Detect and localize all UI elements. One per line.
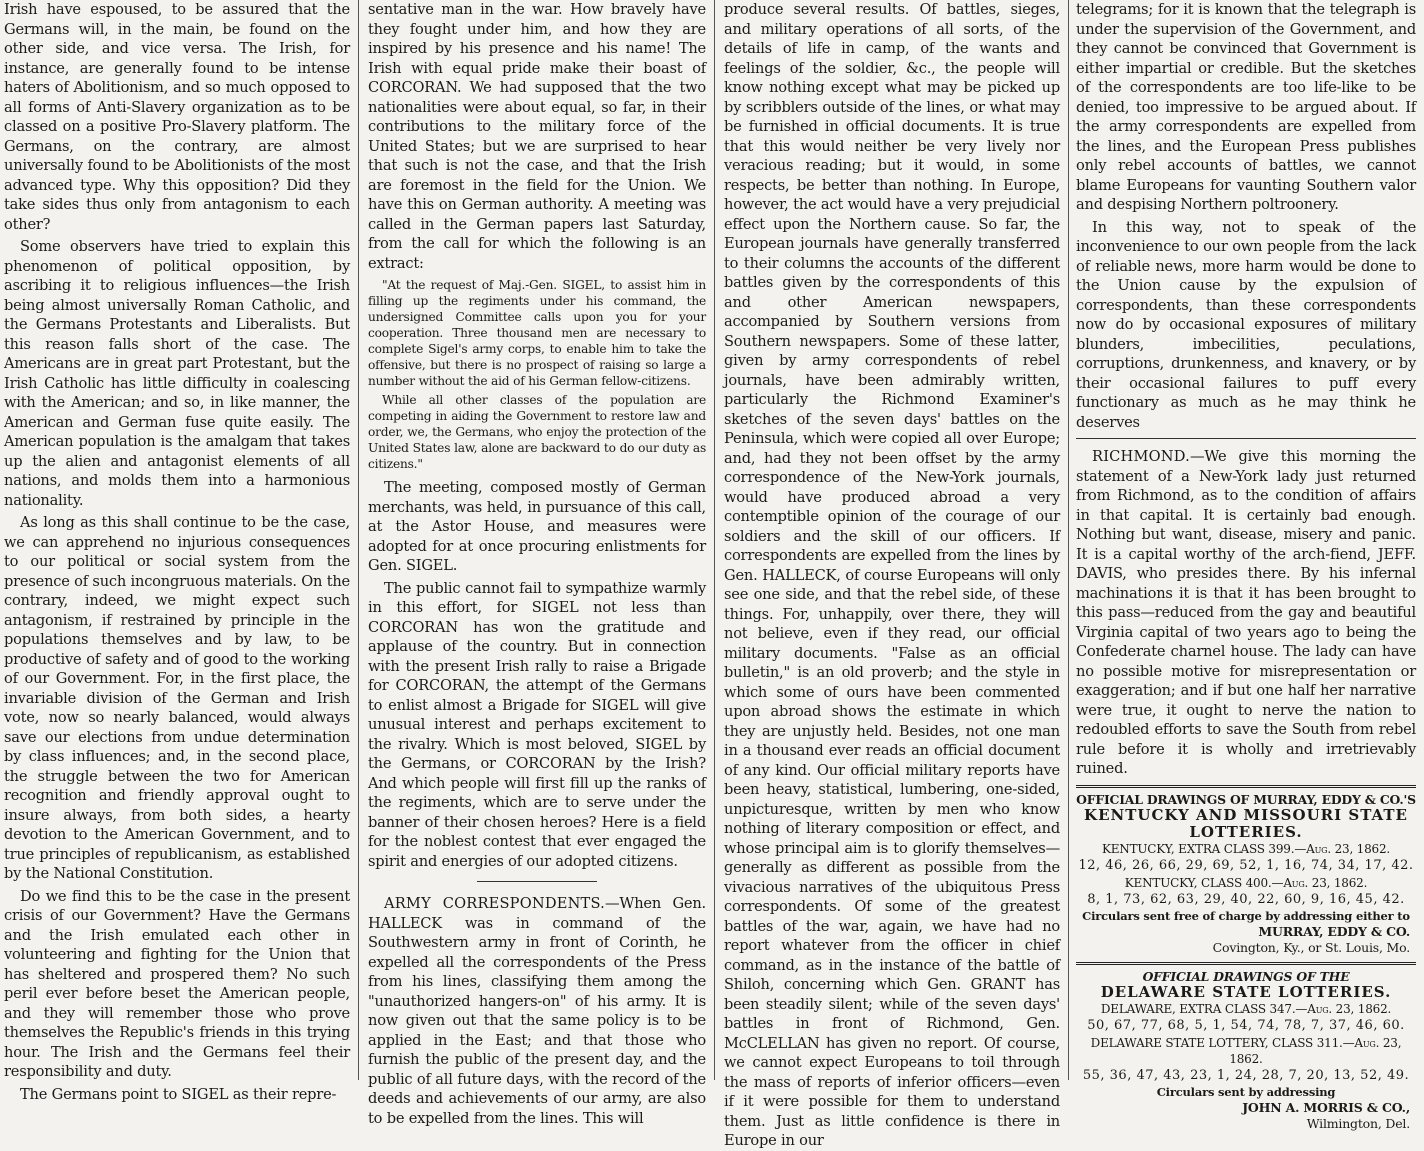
lottery2-title: OFFICIAL DRAWINGS OF THE xyxy=(1142,968,1350,984)
lottery2-address-place: Wilmington, Del. xyxy=(1306,1115,1410,1131)
advert-rule-1 xyxy=(1076,785,1416,788)
richmond-text: —We give this morning the statement of a New-York lady just returned from Richmond, as to the condition of affairs in that capital. It is certainly bad enough. Nothing but want, disease, misery and panic. It is a capital worthy of the arch-fiend, JEFF. DAVIS, who presides there. By his infernal machinations it is that it has been brought to this pass—reduced from the gay and beautiful Virginia capital of two years ago to being the Confederate charnel house. The lady can have no possible motive for misrepresentation or exaggeration; and if but one half her narrative were true, it ought to nerve the nation to redoubled efforts to save the South from rebel rule before it is wholly and irretrievably ruined. xyxy=(1076,448,1416,777)
lottery1-address-name: MURRAY, EDDY & CO. xyxy=(1258,923,1410,939)
article-separator-2 xyxy=(1076,438,1416,439)
lottery1-class-1: KENTUCKY, EXTRA CLASS 399.—Aug. 23, 1862. xyxy=(1101,841,1391,856)
col2-paragraph-1: sentative man in the war. How bravely have they fought under him, and how they are inspired by his presence and his name! The Irish with equal pride make their boast of CORCORAN. We had supposed that the two nationalities were about equal, so far, in their contributions to the military force of the United States; but we are surprised to hear that such is not the case, and that the Irish are foremost in the field for the Union. We have this on German authority. A meeting was called in the German papers last Saturday, from the call for which the following is an extract: xyxy=(368,1,706,272)
lottery2-title-2: DELAWARE STATE LOTTERIES. xyxy=(1100,982,1392,1001)
col1-paragraph-1: Irish have espoused, to be assured that the Germans will, in the main, be found on the other side, and vice versa. The Irish, for instance, are generally found to be intense haters of Abolitionism, and so much opposed to all forms of Anti-Slavery organization as to be classed on a positive Pro-Slavery platform. The Germans, on the contrary, are almost universally found to be Abolitionists of the most advanced type. Why this opposition? Did they take sides thus only from antagonism to each other? xyxy=(4,1,350,233)
lottery2-class-2: DELAWARE STATE LOTTERY, CLASS 311.—Aug. 23, 1862. xyxy=(1090,1035,1402,1066)
quote-paragraph-2: While all other classes of the population are competing in aiding the Government to restore law and order, we, the Germans, who enjoy the protection of the United States law, alone are backward to do our duty as citizens." xyxy=(368,393,706,471)
richmond-article xyxy=(1076,447,1416,779)
advert-rule-2 xyxy=(1076,962,1416,965)
lottery1-address-place: Covington, Ky., or St. Louis, Mo. xyxy=(1212,939,1410,955)
sigel-call-extract xyxy=(368,277,706,472)
murray-eddy-lottery-ad xyxy=(1076,792,1416,956)
column-rule-3 xyxy=(1068,0,1069,1080)
lottery1-numbers-2: 8, 1, 73, 62, 63, 29, 40, 22, 60, 9, 16, 45, 42. xyxy=(1087,891,1405,907)
col4-paragraph-2: In this way, not to speak of the inconvenience to our own people from the lack of reliable news, more harm would be done to the Union cause by the expulsion of correspondents, than these correspondents now do by occasional exposures of military blunders, imbecilities, peculations, corruptions, drunkenness, and knavery, or by their occasional failures to puff every functionary as much as he may think he deserves xyxy=(1076,218,1416,431)
col1-paragraph-3: As long as this shall continue to be the case, we can apprehend no injurious consequences to our political or social system from the presence of such incongruous materials. On the contrary, indeed, we might expect such antagonism, if restrained by principle in the populations themselves and by law, to be productive of safety and of good to the working of our Government. For, in the first place, the invariable division of the German and Irish vote, now so nearly balanced, would always save our elections from undue determination by class influences; and, in the second place, the struggle between the two for American recognition and friendly approval ought to insure always, from both sides, a hearty devotion to the American Government, and to true principles of republicanism, as established by the National Constitution. xyxy=(4,514,350,882)
lottery1-class-2: KENTUCKY, CLASS 400.—Aug. 23, 1862. xyxy=(1124,875,1368,890)
article-separator xyxy=(477,881,597,882)
lottery1-numbers-1: 12, 46, 26, 66, 29, 69, 52, 1, 16, 74, 34, 17, 42. xyxy=(1078,857,1414,873)
column-rule-2 xyxy=(714,0,715,1080)
army-correspondents-article xyxy=(368,894,706,1128)
column-3 xyxy=(724,0,1060,1149)
column-2 xyxy=(368,0,706,1127)
army-correspondents-text: —When Gen. HALLECK was in command of the Southwestern army in front of Corinth, he expelled all the correspondents of the Press from his lines, classifying them among the "unauthorized hangers-on" of his army. It is now given out that the same policy is to be applied in the East; and that those who furnish the public of the present day, and the public of all future days, with the record of the deeds and achievements of our army, are also to be expelled from the lines. This will xyxy=(368,895,706,1127)
col1-paragraph-4: Do we find this to be the case in the present crisis of our Government? Have the Germans and the Irish emulated each other in volunteering and fighting for the Union that has sheltered and prospered them? No such peril ever before beset the American people, and they will remember those who prove themselves the Republic's friends in this trying hour. The Irish and the Germans feel their responsibility and duty. xyxy=(4,887,350,1080)
col4-paragraph-1: telegrams; for it is known that the telegraph is under the supervision of the Government, and they cannot be convinced that Government is either impartial or credible. But the sketches of the correspondents are too life-like to be denied, too impressive to be argued about. If the army correspondents are expelled from the lines, and the European Press publishes only rebel accounts of battles, we cannot blame Europeans for vaunting Southern valor and despising Northern poltroonery. xyxy=(1076,1,1416,213)
delaware-lottery-ad xyxy=(1076,969,1416,1132)
column-rule-1 xyxy=(358,0,359,1080)
lottery1-circulars: Circulars sent free of charge by addressing either to xyxy=(1082,908,1410,923)
lottery2-address-name: JOHN A. MORRIS & CO., xyxy=(1242,1099,1410,1115)
army-correspondents-heading: ARMY CORRESPONDENTS. xyxy=(384,895,606,912)
lottery1-title: OFFICIAL DRAWINGS OF MURRAY, EDDY & CO.'S xyxy=(1076,791,1416,807)
col1-paragraph-5: The Germans point to SIGEL as their repre- xyxy=(20,1085,337,1103)
column-4 xyxy=(1076,0,1416,1131)
richmond-heading: RICHMOND. xyxy=(1092,448,1190,465)
col2-paragraph-2: The meeting, composed mostly of German merchants, was held, in pursuance of this call, at the Astor House, and measures were adopted for at once procuring enlistments for Gen. SIGEL. xyxy=(368,479,706,574)
lottery1-title-3: LOTTERIES. xyxy=(1189,822,1303,841)
column-1 xyxy=(4,0,350,1103)
col3-paragraph-1: produce several results. Of battles, sieges, and military operations of all sorts, of the details of life in camp, of the wants and feelings of the soldier, &c., the people will know nothing except what may be picked up by scribblers outside of the lines, or what may be furnished in official documents. It is true that this would neither be very lively nor veracious reading; but it would, in some respects, be better than nothing. In Europe, however, the act would have a very prejudicial effect upon the Northern cause. So far, the European journals have generally transferred to their columns the accounts of the different battles given by the correspondents of this and other American newspapers, accompanied by Southern versions from Southern newspapers. Some of these latter, given by army correspondents of rebel journals, have been admirably written, particularly the Richmond Examiner's sketches of the seven days' battles on the Peninsula, which were copied all over Europe; and, had they not been offset by the army correspondence of the New-York journals, would have produced abroad a very contemptible opinion of the courage of our soldiers and the skill of our officers. If correspondents are expelled from the lines by Gen. HALLECK, of course Europeans will only see one side, and that the rebel side, of these things. For, unhappily, over there, they will not believe, even if they read, our official military documents. "False as an official bulletin," is an old proverb; and the style in which some of ours have been commented upon abroad shows the estimate in which they are unjustly held. Besides, not one man in a thousand ever reads an official document of any kind. Our official military reports have been heavy, statistical, lumbering, one-sided, unpicturesque, written by men who know nothing of literary composition or effect, and whose principal aim is to glorify themselves—generally as different as possible from the vivacious narratives of the ubiquitous Press correspondents. Of some of the greatest battles of the war, again, we have had no report whatever from the officer in chief command, as in the instance of the battle of Shiloh, concerning which Gen. GRANT has been steadily silent; while of the seven days' battles in front of Richmond, Gen. McCLELLAN has given no report. Of course, we cannot expect Europeans to toil through the mass of reports of inferior officers—even if it were possible for them to understand them. Just as little confidence is there in Europe in our xyxy=(724,1,1060,1149)
lottery2-numbers-2: 55, 36, 47, 43, 23, 1, 24, 28, 7, 20, 13, 52, 49. xyxy=(1082,1067,1410,1083)
col2-paragraph-3: The public cannot fail to sympathize warmly in this effort, for SIGEL not less than CORCORAN has won the gratitude and applause of the country. But in connection with the present Irish rally to raise a Brigade for CORCORAN, the attempt of the Germans to enlist almost a Brigade for SIGEL will give unusual interest and perhaps excitement to the rivalry. Which is most beloved, SIGEL by the Germans, or CORCORAN by the Irish? And which people will first fill up the ranks of the regiments, which are to serve under the banner of their chosen heroes? Here is a field for the noblest contest that ever engaged the spirit and energies of our adopted citizens. xyxy=(368,579,706,870)
lottery2-numbers-1: 50, 67, 77, 68, 5, 1, 54, 74, 78, 7, 37, 46, 60. xyxy=(1087,1017,1405,1033)
lottery1-title-2: KENTUCKY AND MISSOURI STATE xyxy=(1084,805,1408,824)
quote-paragraph-1: "At the request of Maj.-Gen. SIGEL, to assist him in filling up the regiments under his command, the undersigned Committee calls upon you for your cooperation. Three thousand men are necessary to complete Sigel's army corps, to enable him to take the offensive, but there is no prospect of raising so large a number without the aid of his German fellow-citizens. xyxy=(368,278,706,388)
col1-paragraph-2: Some observers have tried to explain this phenomenon of political opposition, by ascribing it to religious influences—the Irish being almost universally Roman Catholic, and the Germans Protestants and Liberalists. But this reason falls short of the case. The Americans are in great part Protestant, but the Irish Catholic has little difficulty in coalescing with the American; and so, in like manner, the American and German fuse quite easily. The American population is the amalgam that takes up the alien and antagonist elements of all nations, and molds them into a harmonious nationality. xyxy=(4,238,350,509)
lottery2-class-1: DELAWARE, EXTRA CLASS 347.—Aug. 23, 1862. xyxy=(1100,1001,1392,1016)
lottery2-circulars: Circulars sent by addressing xyxy=(1156,1084,1336,1099)
